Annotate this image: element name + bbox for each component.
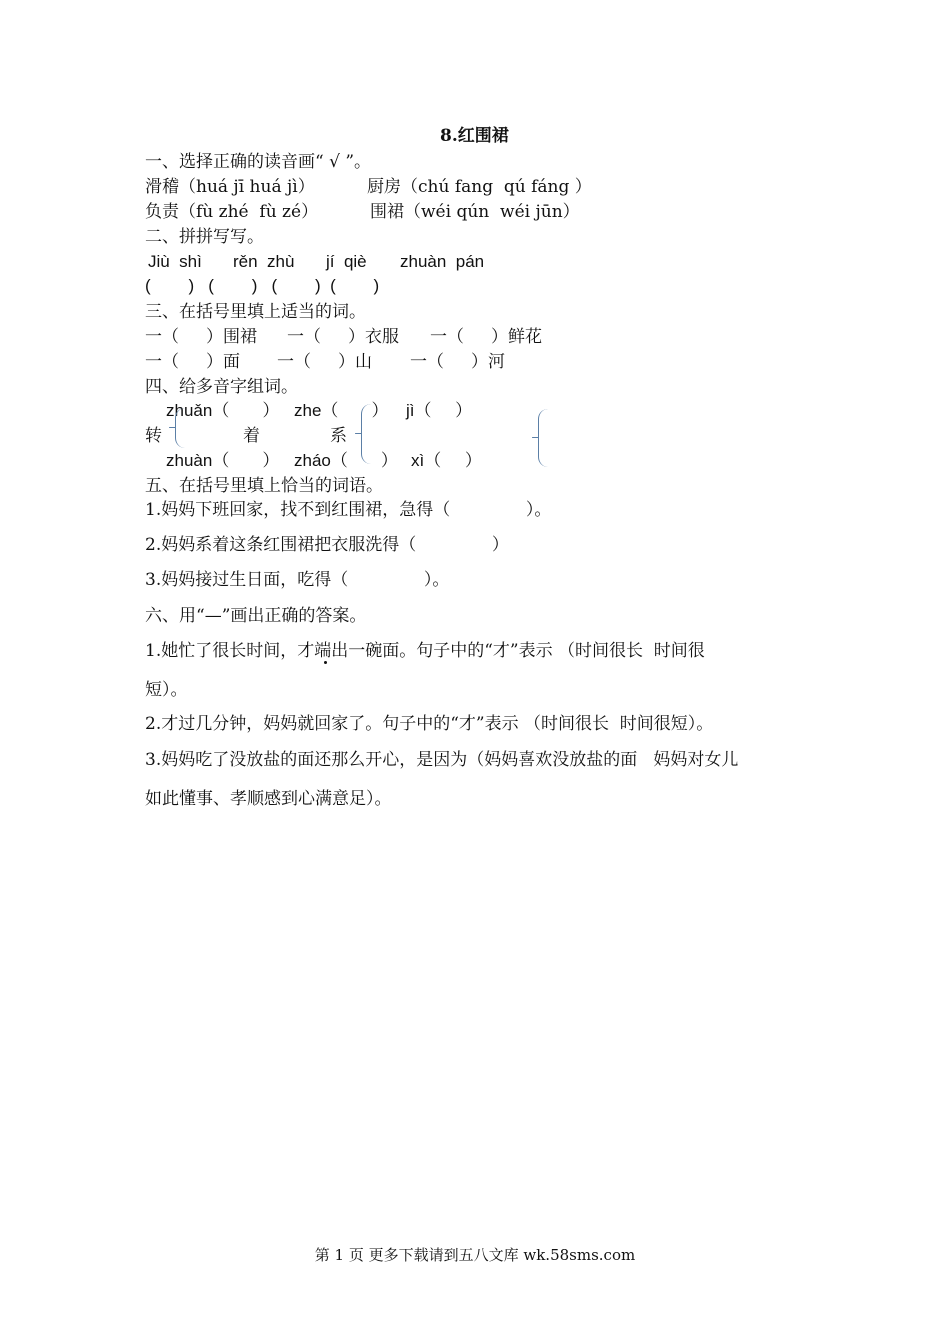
question-line: 3.妈妈吃了没放盐的面还那么开心，是因为（妈妈喜欢没放盐的面 妈妈对女儿: [145, 750, 739, 770]
page-title: 8.红围裙: [440, 126, 509, 146]
polyphone-reading: jì（ ）: [406, 401, 473, 420]
pinyin-item: rěn zhù: [233, 252, 295, 271]
fill-item: 一（ ）河: [410, 352, 506, 372]
section5-heading: 五、在括号里填上恰当的词语。: [145, 476, 383, 496]
section1-item: 滑稽（huá jī huá jì）: [145, 177, 315, 197]
polyphone-reading: zhuǎn（ ）: [166, 401, 280, 420]
fill-item: 一（ ）面: [145, 352, 241, 372]
question-line: 1.她忙了很长时间，才端出一碗面。句子中的“才”表示 （时间很长 时间很: [145, 641, 705, 661]
section1-item: 负责（fù zhé fù zé）: [145, 202, 319, 222]
brace-icon: [538, 409, 548, 467]
question-line: 短）。: [145, 680, 188, 700]
answer-blanks: ( ) ( ) ( ) ( ): [145, 276, 380, 295]
section3-heading: 三、在括号里填上适当的词。: [145, 302, 366, 322]
page-footer: 第 1 页 更多下载请到五八文库 wk.58sms.com: [314, 1246, 636, 1264]
fill-item: 一（ ）围裙: [145, 327, 258, 347]
section4-heading: 四、给多音字组词。: [145, 377, 298, 397]
section1-item: 厨房（chú fang qú fáng ）: [367, 177, 592, 197]
section1-item: 围裙（wéi qún wéi jūn）: [370, 202, 580, 222]
emphasis-dot-icon: [324, 661, 327, 664]
section6-heading: 六、用“—”画出正确的答案。: [145, 606, 367, 626]
polyphone-reading: zhuàn（ ）: [166, 451, 280, 470]
question-line: 如此懂事、孝顺感到心满意足）。: [145, 789, 392, 809]
polyphone-reading: zháo（ ）: [294, 451, 398, 470]
fill-item: 一（ ）鲜花: [430, 327, 543, 347]
pinyin-item: Jiù shì: [148, 252, 202, 271]
polyphone-char: 转: [145, 426, 162, 446]
polyphone-reading: xì（ ）: [411, 451, 482, 470]
fill-sentence: 2.妈妈系着这条红围裙把衣服洗得（ ）: [145, 535, 509, 555]
brace-icon: [175, 408, 185, 448]
fill-item: 一（ ）山: [277, 352, 373, 372]
pinyin-item: zhuàn pán: [400, 252, 485, 271]
polyphone-char: 系: [330, 426, 347, 446]
question-line: 2.才过几分钟，妈妈就回家了。句子中的“才”表示 （时间很长 时间很短）。: [145, 714, 714, 734]
fill-sentence: 3.妈妈接过生日面，吃得（ ）。: [145, 570, 450, 590]
fill-sentence: 1.妈妈下班回家，找不到红围裙，急得（ ）。: [145, 500, 552, 520]
polyphone-char: 着: [243, 426, 260, 446]
polyphone-reading: zhe（ ）: [294, 401, 389, 420]
pinyin-item: jí qiè: [326, 252, 367, 271]
section1-heading: 一、选择正确的读音画“ √ ”。: [145, 152, 372, 172]
section2-heading: 二、拼拼写写。: [145, 227, 264, 247]
fill-item: 一（ ）衣服: [287, 327, 400, 347]
